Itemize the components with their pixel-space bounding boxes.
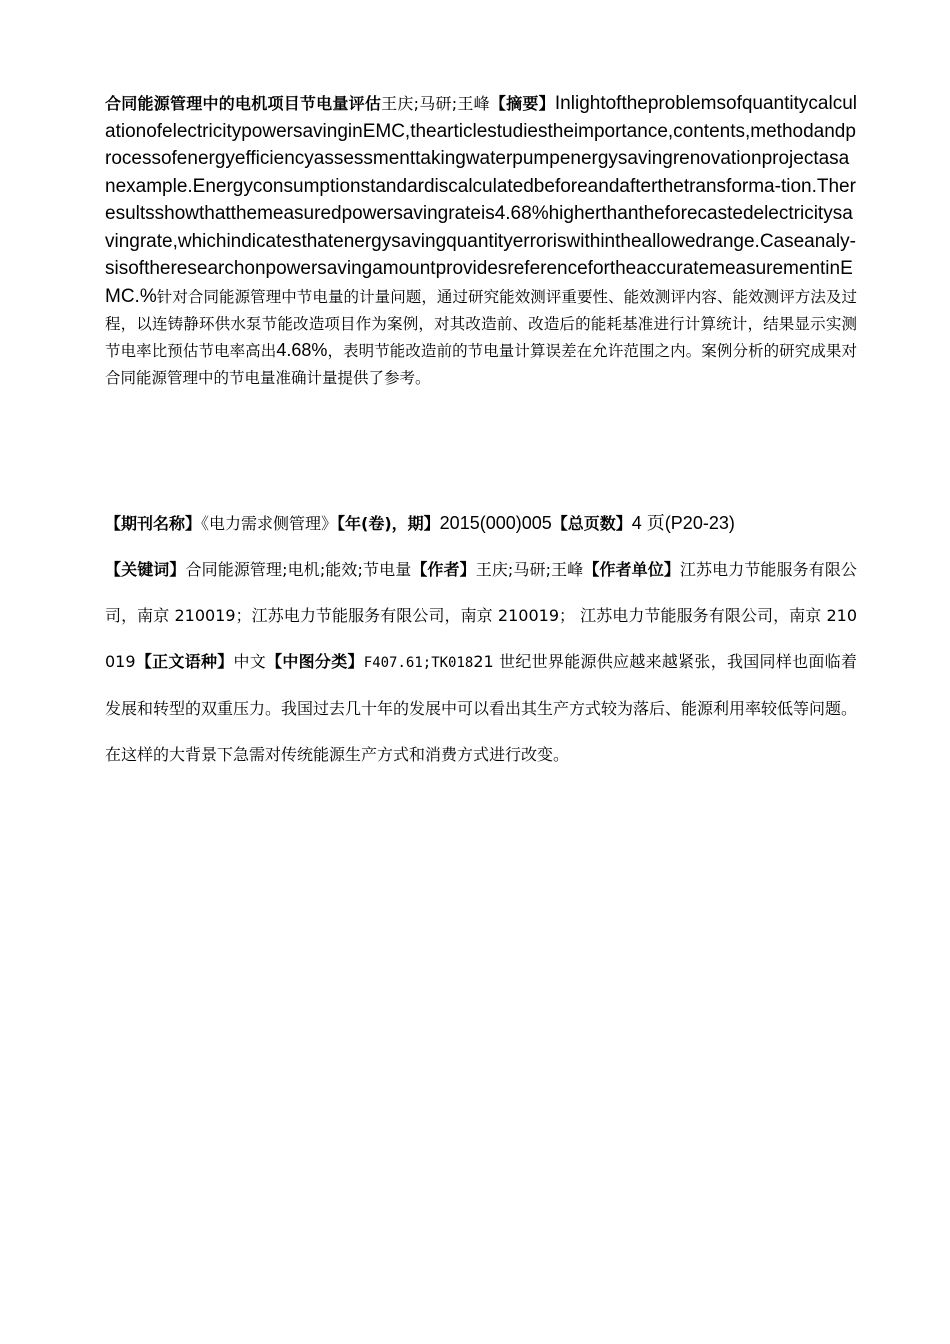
abstract-chinese-number: 4.68% — [276, 340, 328, 360]
abstract-separator: % — [139, 285, 157, 307]
title-authors: 王庆;马研;王峰 — [381, 94, 490, 113]
affiliation-label: 【作者单位】 — [583, 560, 680, 579]
author-value: 王庆;马研;王峰 — [475, 560, 584, 579]
pages-label: 【总页数】 — [551, 514, 632, 533]
pages-value: 4 页(P20-23) — [631, 513, 735, 533]
year-label: 【年(卷)，期】 — [337, 514, 440, 533]
keywords-label: 【关键词】 — [105, 560, 186, 579]
abstract-chinese-part2: ，表明节能改造前的节电量计算误差在允许范围之内。案例分析的研究成果对合同能源管理中的节电量准确计量提供了参考。 — [105, 342, 857, 387]
paper-title: 合同能源管理中的电机项目节电量评估 — [105, 94, 382, 113]
abstract-english: InlightoftheproblemsofquantitycalculationofelectricitypowersavinginEMC,thearticlestudiestheimportance,contents,methodandprocessofenergyefficiencyassessmenttakingwaterpumpenergysavingrenovationprojectasanexample.Energyconsumptionstandardiscalculatedbeforeandafterthetransforma-tion.Theresultsshowthatthemeasuredpowersavingrateis4.68%higherthantheforecastedelectricitysavingrate,whichindicatesthatenergysavingquantityerroriswithintheallowedrange.Caseanaly-sisoftheresearchonpowersavingamountprovidesreferencefortheaccuratemeasurementinEMC. — [105, 93, 857, 307]
language-value: 中文 — [233, 652, 267, 671]
author-label: 【作者】 — [411, 560, 476, 579]
clc-label: 【中图分类】 — [266, 652, 364, 671]
document-page — [105, 90, 858, 764]
abstract-label: 【摘要】 — [489, 94, 555, 113]
year-value: 2015(000)005 — [439, 513, 552, 533]
clc-value: F407.61;TK018 — [363, 655, 474, 671]
journal-value: 《电力需求侧管理》 — [201, 514, 338, 533]
journal-label: 【期刊名称】 — [105, 514, 202, 533]
abstract-chinese-part1: 针对合同能源管理中节电量的计量问题，通过研究能效测评重要性、能效测评内容、能效测评方法及过程，以连铸静环供水泵节能改造项目作为案例，对其改造前、改造后的能耗基准进行计算统计，结果显示实测节电率比预估节电率高出 — [105, 287, 857, 360]
affiliation-value: 江苏电力节能服务有限公司，南京 210019；江苏电力节能服务有限公司，南京 210019； 江苏电力节能服务有限公司，南京 210019 — [105, 560, 857, 671]
body-text: 21 世纪世界能源供应越来越紧张，我国同样也面临着发展和转型的双重压力。我国过去几十年的发展中可以看出其生产方式较为落后、能源利用率较低等问题。在这样的大背景下急需对传统能源生产方式和消费方式进行改变。 — [105, 652, 858, 764]
metadata-block — [105, 500, 857, 778]
language-label: 【正文语种】 — [135, 652, 234, 671]
keywords-value: 合同能源管理;电机;能效;节电量 — [185, 560, 412, 579]
abstract-block — [105, 90, 857, 391]
